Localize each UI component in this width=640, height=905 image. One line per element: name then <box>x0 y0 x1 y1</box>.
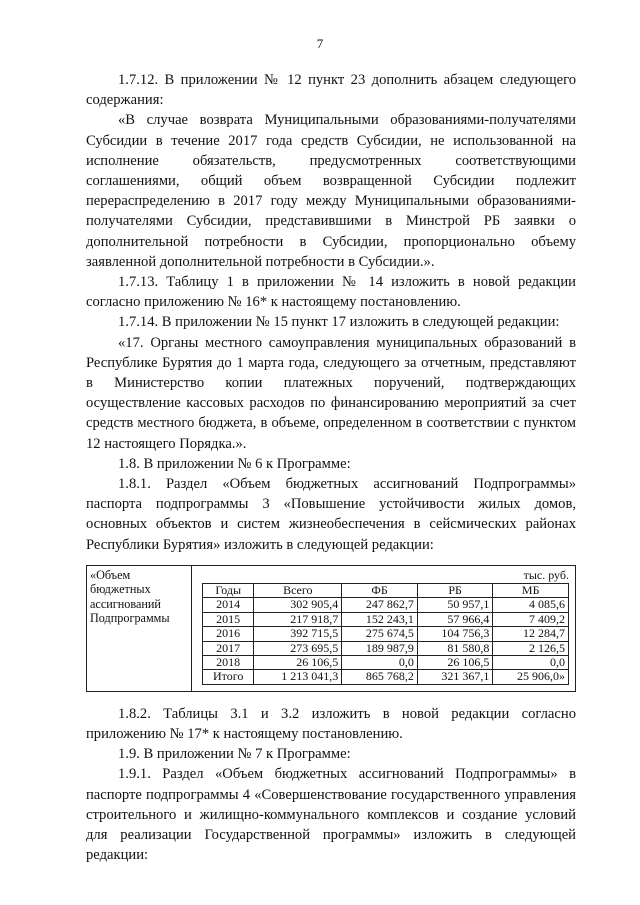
paragraph-1-8-1: 1.8.1. Раздел «Объем бюджетных ассигнований Подпрограммы» паспорта подпрограммы 3 «Повышение устойчивости жилых домов, основных объектов и систем жизнеобеспечения в сейсмических районах Республики Бурятия» изложить в следующей редакции: <box>86 476 576 553</box>
header-cell: МБ <box>493 583 569 597</box>
table-row <box>203 598 569 612</box>
budget-values-cell <box>192 565 576 691</box>
year-cell: 2017 <box>203 641 254 655</box>
value-cell: 275 674,5 <box>342 627 418 641</box>
total-value-cell: 321 367,1 <box>417 670 493 684</box>
value-cell: 273 695,5 <box>254 641 342 655</box>
value-cell: 57 966,4 <box>417 612 493 626</box>
budget-allocation-table <box>86 565 576 692</box>
page-number: 7 <box>316 36 324 51</box>
value-cell: 81 580,8 <box>417 641 493 655</box>
table-row <box>203 655 569 669</box>
table-total-row <box>203 670 569 684</box>
table-row <box>203 627 569 641</box>
paragraph-1-8: 1.8. В приложении № 6 к Программе: <box>118 455 351 472</box>
value-cell: 4 085,6 <box>493 598 569 612</box>
table-row <box>203 641 569 655</box>
budget-table-wrapper <box>86 565 576 692</box>
total-label-cell: Итого <box>203 670 254 684</box>
total-value-cell: 1 213 041,3 <box>254 670 342 684</box>
value-cell: 302 905,4 <box>254 598 342 612</box>
header-cell: ФБ <box>342 583 418 597</box>
budget-label-cell: «Объем бюджетных ассигнований Подпрограммы <box>87 565 192 691</box>
paragraph-1-7-14: 1.7.14. В приложении № 15 пункт 17 изложить в следующей редакции: <box>118 314 560 331</box>
value-cell: 104 756,3 <box>417 627 493 641</box>
header-cell: РБ <box>417 583 493 597</box>
value-cell: 0,0 <box>342 655 418 669</box>
budget-inner-table <box>202 583 569 685</box>
paragraph-1-8-2: 1.8.2. Таблицы 3.1 и 3.2 изложить в новой редакции согласно приложению № 17* к настоящему постановлению. <box>86 705 576 742</box>
value-cell: 2 126,5 <box>493 641 569 655</box>
year-cell: 2015 <box>203 612 254 626</box>
value-cell: 217 918,7 <box>254 612 342 626</box>
paragraph-1-9: 1.9. В приложении № 7 к Программе: <box>118 746 351 763</box>
year-cell: 2018 <box>203 655 254 669</box>
value-cell: 26 106,5 <box>417 655 493 669</box>
header-cell: Всего <box>254 583 342 597</box>
value-cell: 7 409,2 <box>493 612 569 626</box>
value-cell: 26 106,5 <box>254 655 342 669</box>
value-cell: 247 862,7 <box>342 598 418 612</box>
year-cell: 2016 <box>203 627 254 641</box>
paragraph-1-9-1: 1.9.1. Раздел «Объем бюджетных ассигнований Подпрограммы» в паспорте подпрограммы 4 «Совершенствование государственного управления строительного и жилищно-коммунального комплексов и создание условий для реализации Государственной программы» изложить в следующей редакции: <box>86 766 576 864</box>
units-label: тыс. руб. <box>523 567 569 582</box>
value-cell: 50 957,1 <box>417 598 493 612</box>
table-row <box>203 612 569 626</box>
value-cell: 189 987,9 <box>342 641 418 655</box>
table-header-row <box>203 583 569 597</box>
value-cell: 0,0 <box>493 655 569 669</box>
document-body <box>86 70 576 865</box>
quote-item-17: «17. Органы местного самоуправления муниципальных образований в Республике Бурятия до 1 марта года, следующего за отчетным, представляют в Министерство копии платежных поручений, подтверждающих осуществление кассовых расходов по финансированию мероприятий за счет средств местного бюджета, в объеме, определенном в соответствии с пунктом 12 настоящего Порядка.». <box>86 334 576 452</box>
value-cell: 392 715,5 <box>254 627 342 641</box>
header-cell: Годы <box>203 583 254 597</box>
paragraph-1-7-12: 1.7.12. В приложении № 12 пункт 23 дополнить абзацем следующего содержания: <box>86 72 576 109</box>
total-value-cell: 865 768,2 <box>342 670 418 684</box>
quote-subsidy-return: «В случае возврата Муниципальными образованиями-получателями Субсидии в течение 2017 года средств Субсидии, не использованной на исполнение обязательств, предусмотренных соответствующими соглашениями, общий объем возвращенной Субсидии подлежит перераспределению в 2017 году между Муниципальными образованиями-получателями Субсидии, представившими в Минстрой РБ заявки о дополнительной потребности в Субсидии, пропорционально объему заявленной дополнительной потребности в Субсидии.». <box>86 112 576 270</box>
total-value-cell: 25 906,0» <box>493 670 569 684</box>
value-cell: 152 243,1 <box>342 612 418 626</box>
value-cell: 12 284,7 <box>493 627 569 641</box>
paragraph-1-7-13: 1.7.13. Таблицу 1 в приложении № 14 изложить в новой редакции согласно приложению № 16* к настоящему постановлению. <box>86 274 576 311</box>
year-cell: 2014 <box>203 598 254 612</box>
